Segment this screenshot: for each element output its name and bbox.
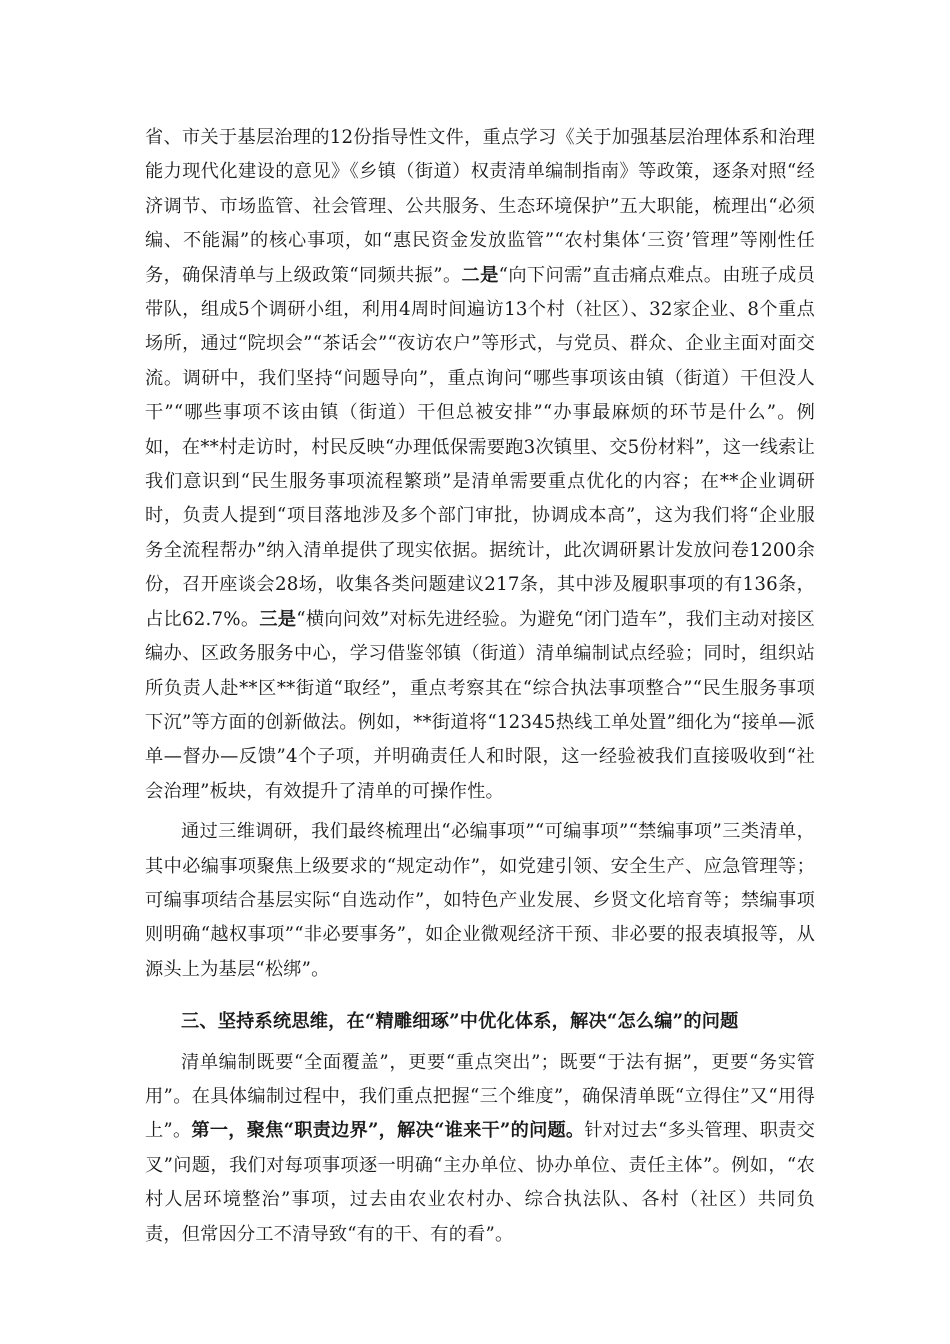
body-paragraph [145, 121, 815, 809]
paragraph-text: “向下问需”直击痛点难点。由班子成员带队，组成5个调研小组，利用4周时间遍访13个村（社区）、32家企业、8个重点场所，通过“院坝会”“茶话会”“夜访农户”等形式，与党员、群众、企业主面对面交流。调研中，我们坚持“问题导向”，重点询问“哪些事项该由镇（街道）干但没人干”“哪些事项不该由镇（街道）干但总被安排”“办事最麻烦的环节是什么”。例如，在**村走访时，村民反映“办理低保需要跑3次镇里、交5份材料”，这一线索让我们意识到“民生服务事项流程繁琐”是清单需要重点优化的内容；在**企业调研时，负责人提到“项目落地涉及多个部门审批，协调成本高”，这为我们将“企业服务全流程帮办”纳入清单提供了现实依据。据统计，此次调研累计发放问卷1200余份，召开座谈会28场，收集各类问题建议217条，其中涉及履职事项的有136条，占比62.7%。 [145, 264, 815, 630]
paragraph-text: 省、市关于基层治理的12份指导性文件，重点学习《关于加强基层治理体系和治理能力现代化建设的意见》《乡镇（街道）权责清单编制指南》等政策，逐条对照“经济调节、市场监管、社会管理、公共服务、生态环境保护”五大职能，梳理出“必须编、不能漏”的核心事项，如“惠民资金发放监管”“农村集体‘三资’管理”等刚性任务，确保清单与上级政策“同频共振”。 [145, 127, 815, 286]
paragraph-text: 清单编制既要“全面覆盖”，更要“重点突出”；既要“于法有据”，更要“务实管用”。在具体编制过程中，我们重点把握“三个维度”，确保清单既“立得住”又“用得上”。 [145, 1051, 815, 1142]
section-heading: 三、坚持系统思维，在“精雕细琢”中优化体系，解决“怎么编”的问题 [181, 1011, 739, 1033]
body-paragraph [145, 1046, 815, 1252]
paragraph-text: “横向问效”对标先进经验。为避免“闭门造车”，我们主动对接区编办、区政务服务中心，学习借鉴邻镇（街道）清单编制试点经验；同时，组织站所负责人赴**区**街道“取经”，重点考察其在“综合执法事项整合”“民生服务事项下沉”等方面的创新做法。例如，**街道将“12345热线工单处置”细化为“接单—派单—督办—反馈”4个子项，并明确责任人和时限，这一经验被我们直接吸收到“社会治理”板块，有效提升了清单的可操作性。 [145, 608, 815, 802]
bold-lead: 二是 [461, 264, 499, 286]
document-page [145, 121, 815, 1252]
paragraph-text: 针对过去“多头管理、职责交叉”问题，我们对每项事项逐一明确“主办单位、协办单位、责任主体”。例如，“农村人居环境整治”事项，过去由农业农村办、综合执法队、各村（社区）共同负责，但常因分工不清导致“有的干、有的看”。 [145, 1120, 815, 1245]
bold-lead: 第一，聚焦“职责边界”，解决“谁来干”的问题。 [191, 1120, 585, 1142]
bold-lead: 三是 [259, 608, 297, 630]
body-paragraph: 通过三维调研，我们最终梳理出“必编事项”“可编事项”“禁编事项”三类清单，其中必编事项聚焦上级要求的“规定动作”，如党建引领、安全生产、应急管理等；可编事项结合基层实际“自选动作”，如特色产业发展、乡贤文化培育等；禁编事项则明确“越权事项”“非必要事务”，如企业微观经济干预、非必要的报表填报等，从源头上为基层“松绑”。 [145, 821, 815, 980]
